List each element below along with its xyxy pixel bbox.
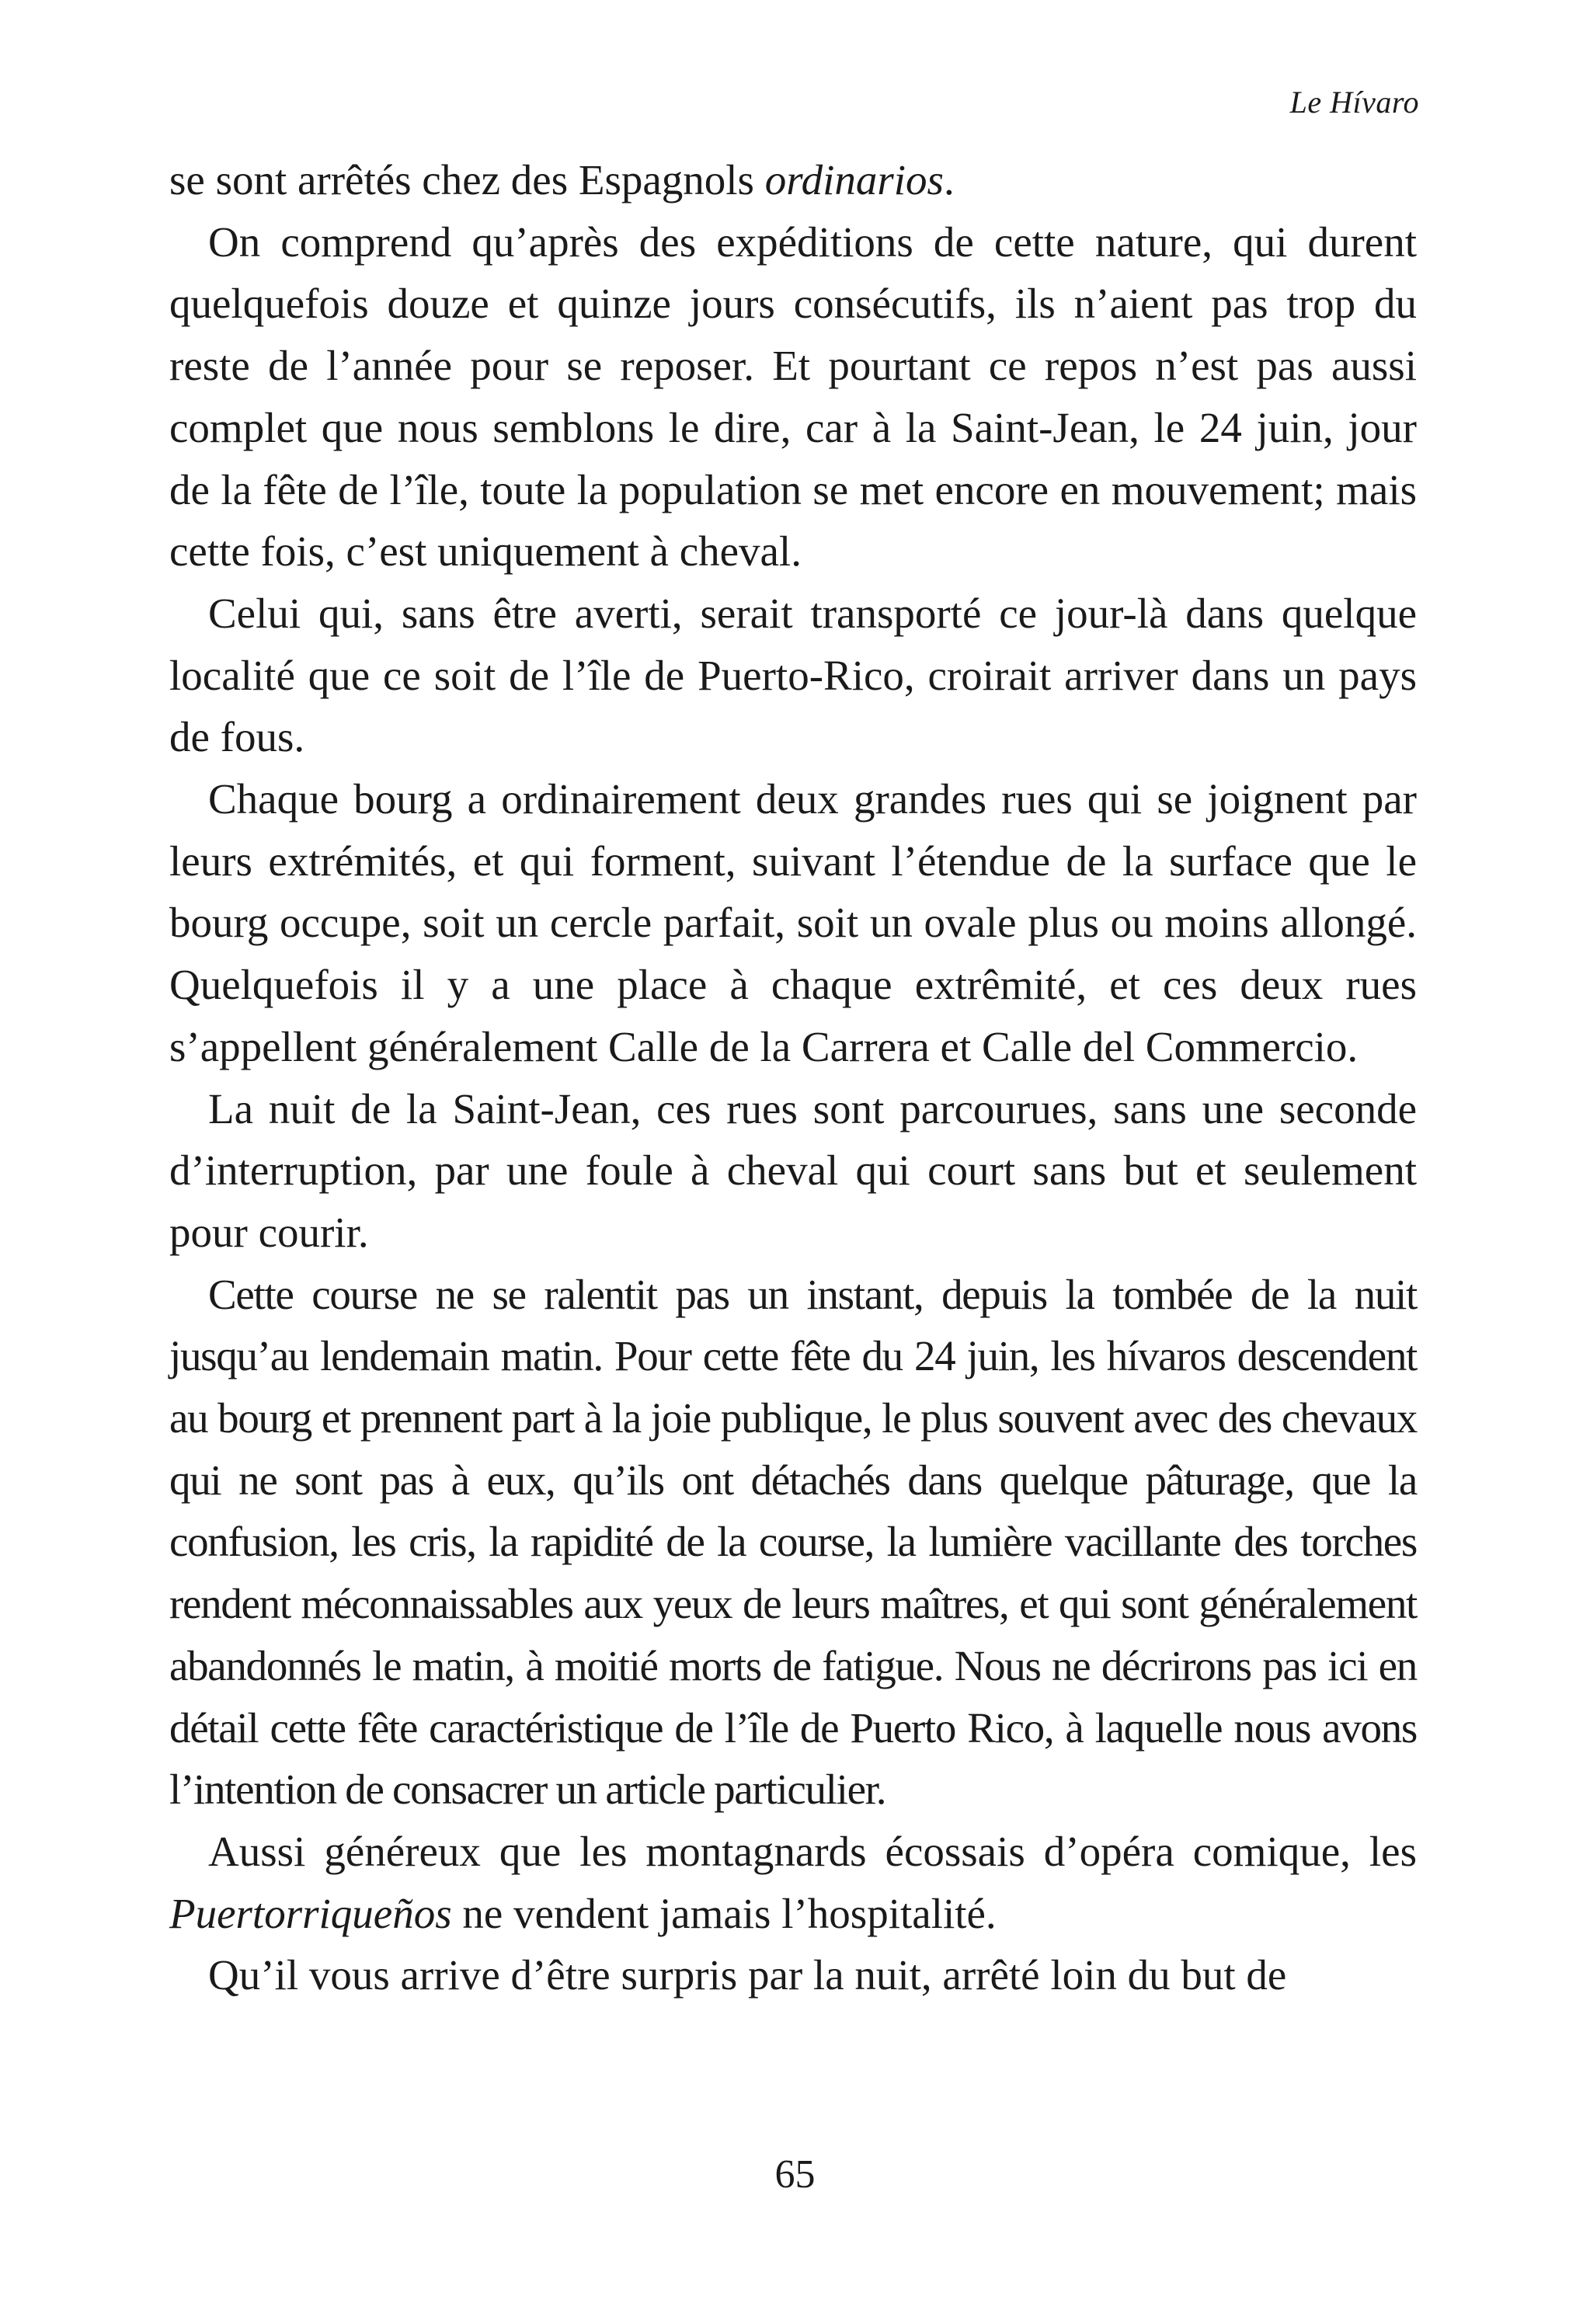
paragraph-7-text: Aussi généreux que les montagnards écossais d’opéra comique, les bbox=[208, 1827, 1417, 1875]
paragraph-1-text: se sont arrêtés chez des Espagnols bbox=[169, 156, 765, 204]
paragraph-3: Celui qui, sans être averti, serait transporté ce jour-là dans quelque localité que ce soit de l’île de Puerto-Rico, croirait arriver dans un pays de fous. bbox=[169, 589, 1417, 761]
paragraph-5: La nuit de la Saint-Jean, ces rues sont parcourues, sans une seconde d’interruption, par une foule à cheval qui court sans but et seulement pour courir. bbox=[169, 1084, 1417, 1256]
page-number: 65 bbox=[774, 2152, 816, 2197]
paragraph-1-end: . bbox=[943, 156, 955, 204]
paragraph-4: Chaque bourg a ordinairement deux grandes rues qui se joignent par leurs extrémités, et qui forment, suivant l’étendue de la surface que le bourg occupe, soit un cercle parfait, soit un ovale plus ou moins allongé. Quelquefois il y a une place à chaque extrêmité, et ces deux rues s’appellent généralement Calle de la Carrera et Calle del Commercio. bbox=[169, 775, 1417, 1070]
paragraph-7-end: ne vendent jamais l’hospitalité. bbox=[451, 1889, 997, 1937]
paragraph-2: On comprend qu’après des expéditions de cette nature, qui durent quelquefois douze et quinze jours consécutifs, ils n’aient pas trop du reste de l’année pour se reposer. Et pourtant ce repos n’est pas aussi complet que nous semblons le dire, car à la Saint-Jean, le 24 juin, jour de la fête de l’île, toute la population se met encore en mouvement; mais cette fois, c’est uniquement à cheval. bbox=[169, 217, 1417, 576]
paragraph-8: Qu’il vous arrive d’être surpris par la nuit, arrêté loin du but de bbox=[208, 1951, 1287, 1999]
paragraph-1-italic: ordinarios bbox=[764, 156, 944, 204]
paragraph-7-italic: Puertorriqueños bbox=[169, 1889, 452, 1937]
paragraph-1 bbox=[169, 149, 1417, 211]
body-text bbox=[169, 149, 1417, 2006]
paragraph-7 bbox=[169, 1821, 1417, 1944]
running-head: Le Hívaro bbox=[1289, 85, 1419, 120]
paragraph-6: Cette course ne se ralentit pas un instant, depuis la tombée de la nuit jusqu’au lendemain matin. Pour cette fête du 24 juin, les hívaros descendent au bourg et prennent part à la joie publique, le plus souvent avec des chevaux qui ne sont pas à eux, qu’ils ont détachés dans quelque pâturage, que la confusion, les cris, la rapidité de la course, la lumière vacillante des torches rendent méconnaissables aux yeux de leurs maîtres, et qui sont généralement abandonnés le matin, à moitié morts de fatigue. Nous ne décrirons pas ici en détail cette fête caractéristique de l’île de Puerto Rico, à laquelle nous avons l’intention de consacrer un article particulier. bbox=[169, 1270, 1417, 1814]
